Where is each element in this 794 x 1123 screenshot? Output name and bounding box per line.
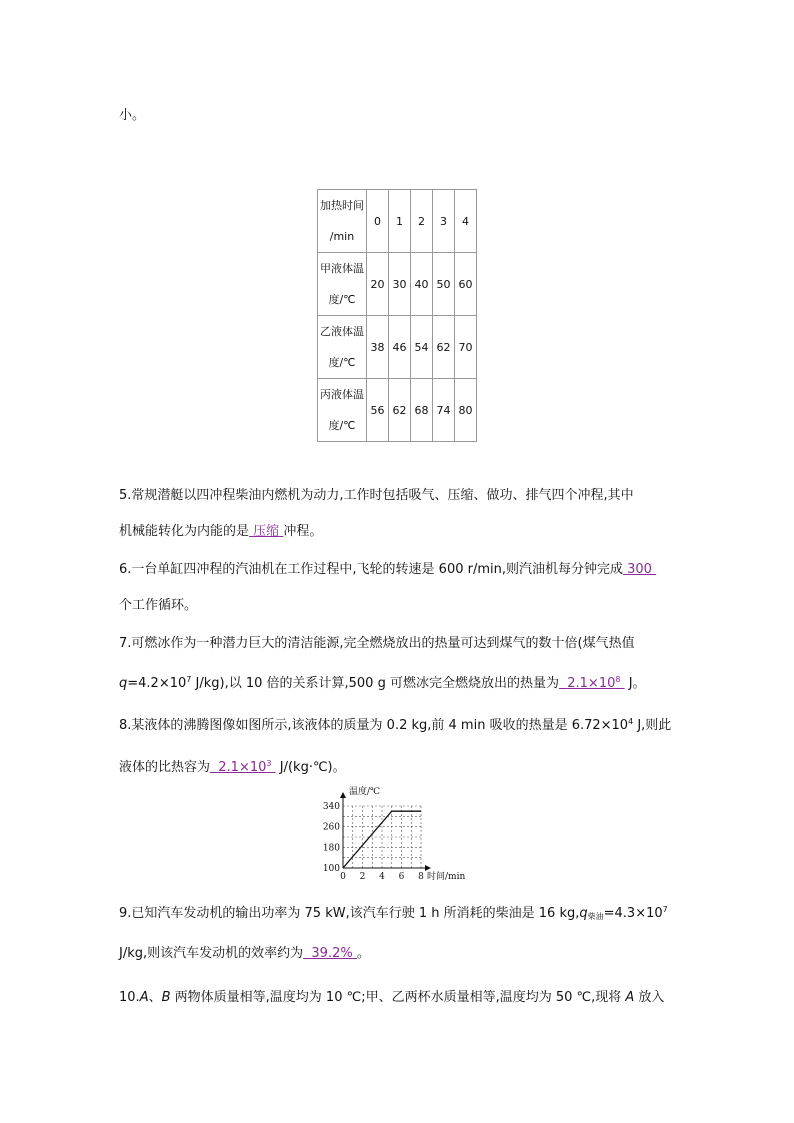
table-row [318,316,477,379]
table-cell: 20 [367,253,389,316]
y-tick-label: 260 [322,822,340,833]
y-axis-arrow [340,792,346,798]
table-row [318,379,477,442]
y-tick-label: 100 [322,864,340,874]
x-tick-label: 8 [418,872,424,882]
q9-line1: 9.已知汽车发动机的输出功率为 75 kW,该汽车行驶 1 h 所消耗的柴油是 16 $kg,q_{柴油}=4.3\times 10^7$ [119,905,668,921]
table-cell: 40 [411,253,433,316]
table-cell: 70 [455,316,477,379]
q8-line1: 8.某液体的沸腾图像如图所示,该液体的质量为 0.2 kg,前 4 min 吸收的热量是 $6.72\times 10^4$ J,则此 [119,717,672,733]
table-cell: 54 [411,316,433,379]
intro-fragment: 小。 [119,108,146,123]
table-cell: 56 [367,379,389,442]
table-header-cell: 1 [389,190,411,253]
table-cell: 30 [389,253,411,316]
table-header-cell: 3 [433,190,455,253]
q7-line2: $q=4.2\times 10^7$ J/kg),以 10 倍的关系计算,500 g 可燃冰完全燃烧放出的热量为 $2.1\times 10^8$ J。 [119,675,646,691]
table-cell: 80 [455,379,477,442]
q9-answer: 39.2% [311,946,353,961]
table-cell: 62 [433,316,455,379]
table-cell: 74 [433,379,455,442]
table-header-cell: 4 [455,190,477,253]
chart-grid [343,806,421,868]
table-header-cell: 加热时间 /min [318,190,367,253]
y-tick-label: 180 [322,843,340,854]
y-tick-label: 340 [322,802,340,812]
table-cell: 50 [433,253,455,316]
q5-line2: 机械能转化为内能的是 压缩 冲程。 [119,524,323,539]
table-header-row [318,190,477,253]
table-row-label: 乙液体温 度/℃ [318,316,367,379]
x-axis-label: 时间/min [427,872,466,882]
x-tick-label: 2 [359,872,366,882]
table-cell: 68 [411,379,433,442]
table-cell: 46 [389,316,411,379]
table-row-label: 甲液体温 度/℃ [318,253,367,316]
q7-answer: $2.1\times 10^8$ [567,675,621,691]
table-cell: 60 [455,253,477,316]
table-cell: 62 [389,379,411,442]
q10-line1: 10.A、B 两物体质量相等,温度均为 10 ℃;甲、乙两杯水质量相等,温度均为 50 ℃,现将 A 放入 [119,990,665,1005]
x-tick-label: 4 [379,872,385,882]
heating-temperature-table [317,189,477,442]
table-row-label: 丙液体温 度/℃ [318,379,367,442]
boiling-chart [315,784,475,884]
q6-answer: 300 [627,562,652,577]
q8-answer: $2.1\times 10^3$ [218,759,272,775]
q6-line2: 个工作循环。 [119,598,198,613]
chart-axes [340,792,431,871]
x-tick-label: 6 [398,872,405,882]
q8-line2: 液体的比热容为 $2.1\times 10^3$ J/(kg·℃)。 [119,759,346,775]
table-header-cell: 0 [367,190,389,253]
q7-line1: 7.可燃冰作为一种潜力巨大的清洁能源,完全燃烧放出的热量可达到煤气的数十倍(煤气热值 [119,636,635,651]
q5-answer: 压缩 [253,524,280,539]
q9-line2: J/kg,则该汽车发动机的效率约为 39.2% 。 [119,946,370,961]
x-axis-arrow [425,865,431,871]
q5-line1: 5.常规潜艇以四冲程柴油内燃机为动力,工作时包括吸气、压缩、做功、排气四个冲程,其中 [119,488,634,503]
q6-line1: 6.一台单缸四冲程的汽油机在工作过程中,飞轮的转速是 600 r/min,则汽油机每分钟完成 300 [119,558,656,577]
table-header-cell: 2 [411,190,433,253]
table-row [318,253,477,316]
y-axis-label: 温度/℃ [349,787,381,797]
table-cell: 38 [367,316,389,379]
x-tick-label: 0 [340,872,346,882]
